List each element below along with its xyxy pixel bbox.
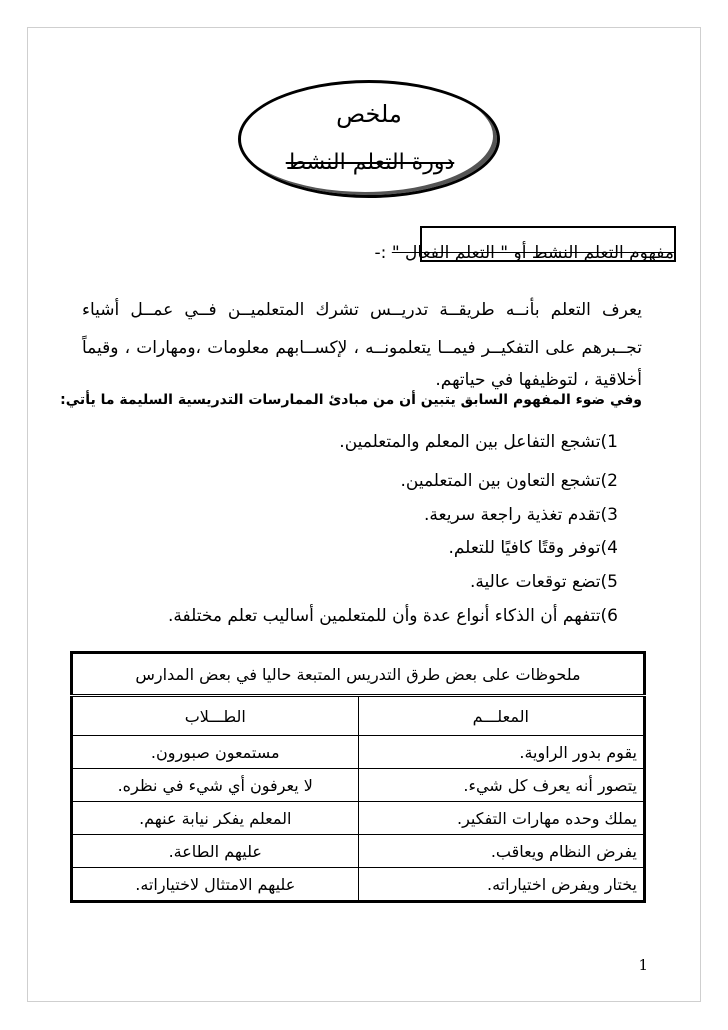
- concept-heading-text: مفهوم التعلم النشط أو " التعلم الفعال ": [391, 243, 674, 263]
- definition-line-1: يعرف التعلم بأنــه طريقــة تدريــس تشرك المتعلميــن فــي عمــل أشياء: [82, 300, 642, 320]
- page-number: 1: [638, 956, 648, 974]
- students-cell: المعلم يفكر نيابة عنهم.: [72, 802, 359, 835]
- principle-item-5: 5)تضع توقعات عالية.: [470, 572, 618, 592]
- teacher-cell: يتصور أنه يعرف كل شيء.: [358, 769, 645, 802]
- definition-line-2: تجــبرهم على التفكيــر فيمــا يتعلمونــه ، لإكســابهم معلومات ،ومهارات ، وقيماً: [82, 338, 642, 358]
- table-row: [72, 736, 645, 769]
- students-cell: مستمعون صبورون.: [72, 736, 359, 769]
- students-cell: عليهم الامتثال لاختياراته.: [72, 868, 359, 902]
- principle-item-6: 6)تتفهم أن الذكاء أنواع عدة وأن للمتعلمين أساليب تعلم مختلفة.: [168, 606, 618, 626]
- principle-item-4: 4)توفر وقتًا كافيًا للتعلم.: [448, 538, 618, 558]
- table-caption-row: [72, 653, 645, 696]
- concept-heading: [375, 243, 674, 263]
- observations-table: [70, 651, 646, 903]
- table-header-row: [72, 696, 645, 736]
- teacher-cell: يملك وحده مهارات التفكير.: [358, 802, 645, 835]
- page-title: ملخص: [336, 100, 402, 128]
- table-row: [72, 802, 645, 835]
- page-subtitle: دورة التعلم النشط: [285, 150, 455, 175]
- principle-item-2: 2)تشجع التعاون بين المتعلمين.: [400, 471, 618, 491]
- definition-line-3: أخلاقية ، لتوظيفها في حياتهم.: [435, 370, 642, 390]
- table-caption: ملحوظات على بعض طرق التدريس المتبعة حاليا في بعض المدارس: [72, 653, 645, 696]
- table-row: [72, 769, 645, 802]
- teacher-cell: يختار ويفرض اختياراته.: [358, 868, 645, 902]
- students-cell: عليهم الطاعة.: [72, 835, 359, 868]
- teacher-cell: يقوم بدور الراوية.: [358, 736, 645, 769]
- table-row: [72, 835, 645, 868]
- principle-item-1: 1)تشجع التفاعل بين المعلم والمتعلمين.: [339, 432, 618, 452]
- concept-heading-tail: :-: [374, 243, 387, 263]
- principles-intro: وفي ضوء المفهوم السابق يتبين أن من مبادئ الممارسات التدريسية السليمة ما يأتي:: [60, 392, 642, 408]
- students-cell: لا يعرفون أي شيء في نظره.: [72, 769, 359, 802]
- title-ellipse: [238, 80, 500, 198]
- column-header-teacher: المعلـــم: [358, 696, 645, 736]
- table-row: [72, 868, 645, 902]
- teacher-cell: يفرض النظام ويعاقب.: [358, 835, 645, 868]
- column-header-students: الطـــلاب: [72, 696, 359, 736]
- principle-item-3: 3)تقدم تغذية راجعة سريعة.: [424, 505, 618, 525]
